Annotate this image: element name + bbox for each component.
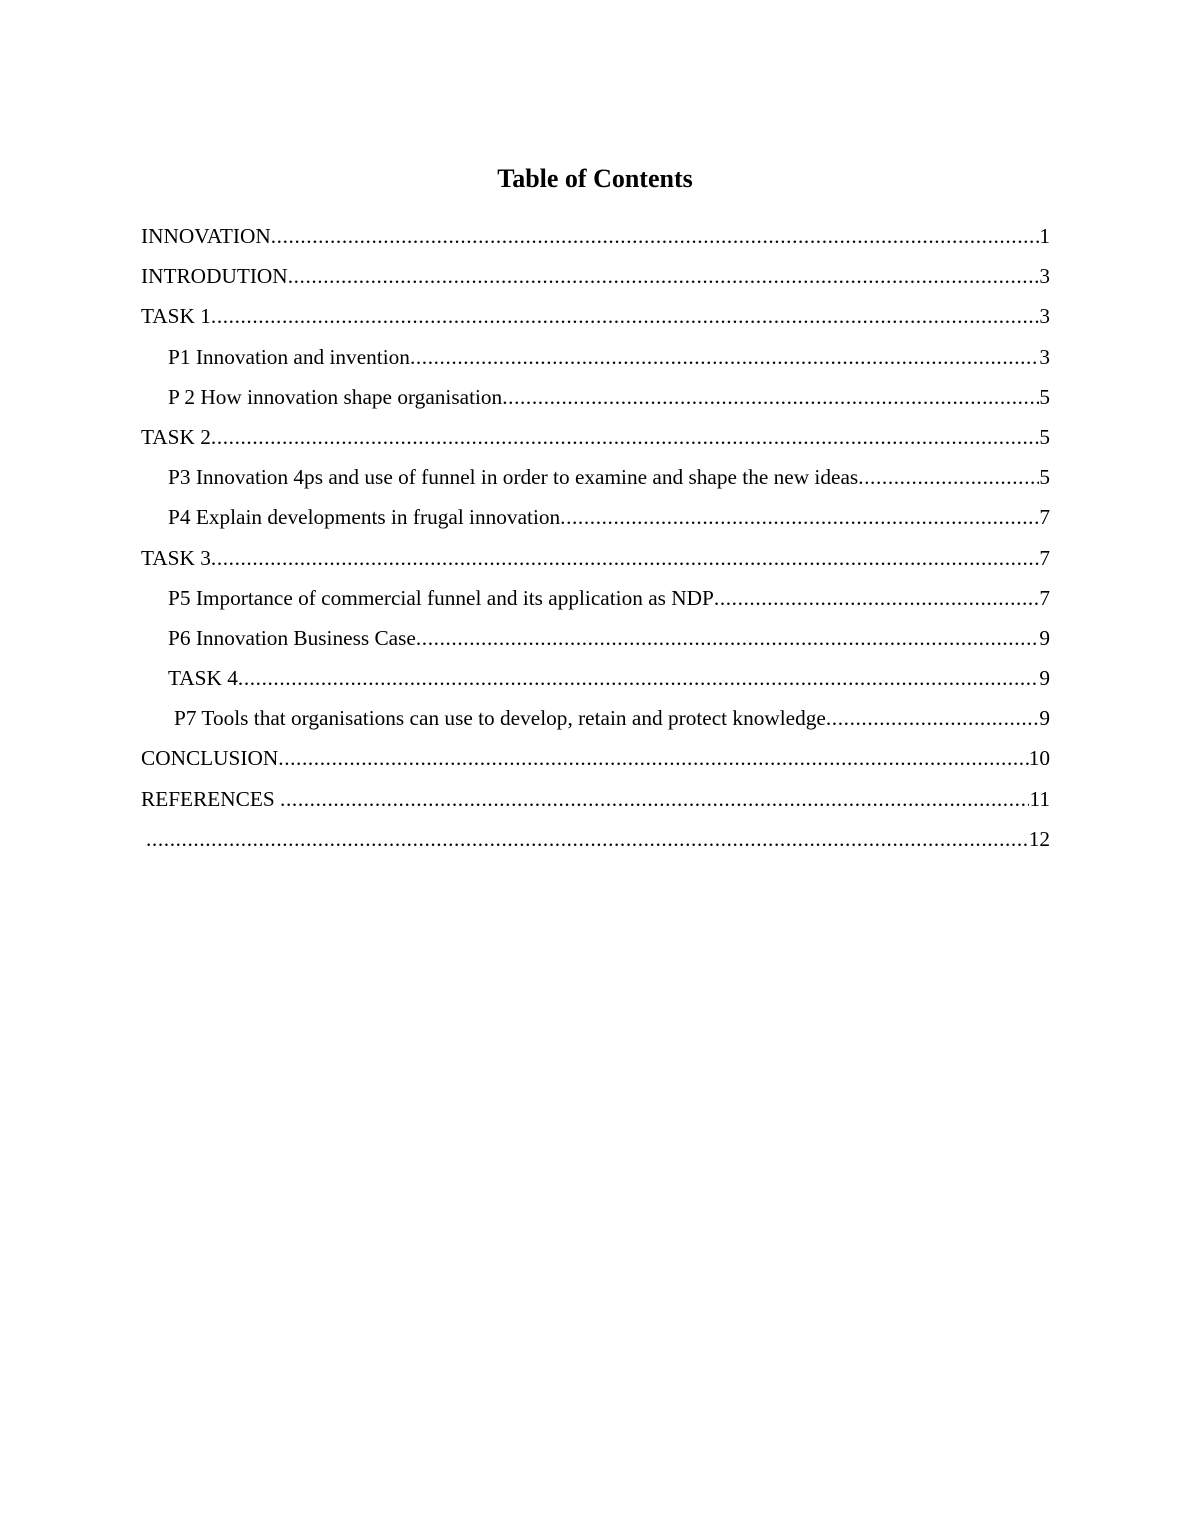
toc-entry-text: TASK 3: [141, 545, 211, 570]
toc-page-number: 7: [1039, 585, 1050, 610]
toc-title: Table of Contents: [497, 164, 693, 193]
toc-page-number: 1: [1039, 224, 1050, 248]
toc-dot-leader: [211, 299, 1039, 333]
toc-dot-leader: [211, 420, 1039, 454]
toc-page-number: 9: [1039, 625, 1050, 650]
toc-page-number: 3: [1039, 304, 1050, 329]
toc-dot-leader: [238, 661, 1039, 695]
toc-page-number: 9: [1039, 706, 1050, 731]
toc-dot-leader: [410, 340, 1039, 374]
toc-entry-p1[interactable]: [141, 340, 1050, 380]
toc-page-number: 3: [1039, 264, 1050, 289]
toc-page-number: 9: [1039, 666, 1050, 691]
toc-entry-text: P3 Innovation 4ps and use of funnel in order to examine and shape the new ideas: [168, 465, 859, 490]
table-of-contents: [141, 219, 1050, 862]
toc-page-number: 11: [1029, 786, 1050, 811]
toc-entry-p4[interactable]: [141, 500, 1050, 540]
toc-entry-task-1[interactable]: [141, 299, 1050, 339]
toc-entry-text: TASK 2: [141, 424, 211, 449]
toc-dot-leader: [146, 822, 1029, 856]
toc-dot-leader: [560, 500, 1039, 534]
toc-dot-leader: [280, 782, 1029, 816]
toc-entry-task-3[interactable]: [141, 541, 1050, 581]
toc-entry-innovation[interactable]: [141, 219, 1050, 259]
toc-dot-leader: [714, 581, 1039, 615]
toc-entry-text: P6 Innovation Business Case: [168, 625, 416, 650]
toc-entry-introdution[interactable]: [141, 259, 1050, 299]
toc-entry-text: P7 Tools that organisations can use to develop, retain and protect knowledge: [174, 706, 826, 731]
toc-entry-text: P1 Innovation and invention: [168, 344, 410, 369]
toc-page-number: 7: [1039, 545, 1050, 570]
toc-entry-untitled[interactable]: [141, 822, 1050, 862]
toc-entry-p2[interactable]: [141, 380, 1050, 420]
toc-page-number: 5: [1039, 424, 1050, 449]
toc-dot-leader: [288, 259, 1040, 293]
toc-entry-p7[interactable]: [141, 701, 1050, 741]
toc-dot-leader: [278, 741, 1028, 775]
toc-dot-leader: [502, 380, 1039, 414]
toc-entry-p3[interactable]: [141, 460, 1050, 500]
toc-entry-task-2[interactable]: [141, 420, 1050, 460]
toc-dot-leader: [826, 701, 1039, 735]
toc-page-number: 5: [1039, 384, 1050, 409]
toc-dot-leader: [858, 460, 1039, 494]
toc-page-number: 12: [1028, 826, 1050, 851]
toc-dot-leader: [416, 621, 1039, 655]
toc-page-number: 5: [1039, 465, 1050, 490]
toc-entry-p6[interactable]: [141, 621, 1050, 661]
toc-entry-text: INNOVATION: [141, 224, 271, 248]
toc-entry-conclusion[interactable]: [141, 741, 1050, 781]
toc-entry-text: CONCLUSION: [141, 746, 279, 771]
toc-entry-text: P 2 How innovation shape organisation: [168, 384, 503, 409]
toc-entry-text: REFERENCES: [141, 786, 281, 811]
toc-entry-text: TASK 4: [168, 666, 238, 691]
toc-entry-text: TASK 1: [141, 304, 211, 329]
toc-page-number: 7: [1039, 505, 1050, 530]
toc-page-number: 10: [1028, 746, 1050, 771]
toc-entry-text: INTRODUTION: [141, 264, 288, 289]
toc-dot-leader: [211, 541, 1039, 575]
toc-entry-task-4[interactable]: [141, 661, 1050, 701]
toc-dot-leader: [271, 219, 1040, 253]
toc-entry-references[interactable]: [141, 782, 1050, 822]
toc-page-number: 3: [1039, 344, 1050, 369]
toc-entry-text: P5 Importance of commercial funnel and its application as NDP: [168, 585, 714, 610]
toc-entry-p5[interactable]: [141, 581, 1050, 621]
toc-entry-text: P4 Explain developments in frugal innovation: [168, 505, 561, 530]
